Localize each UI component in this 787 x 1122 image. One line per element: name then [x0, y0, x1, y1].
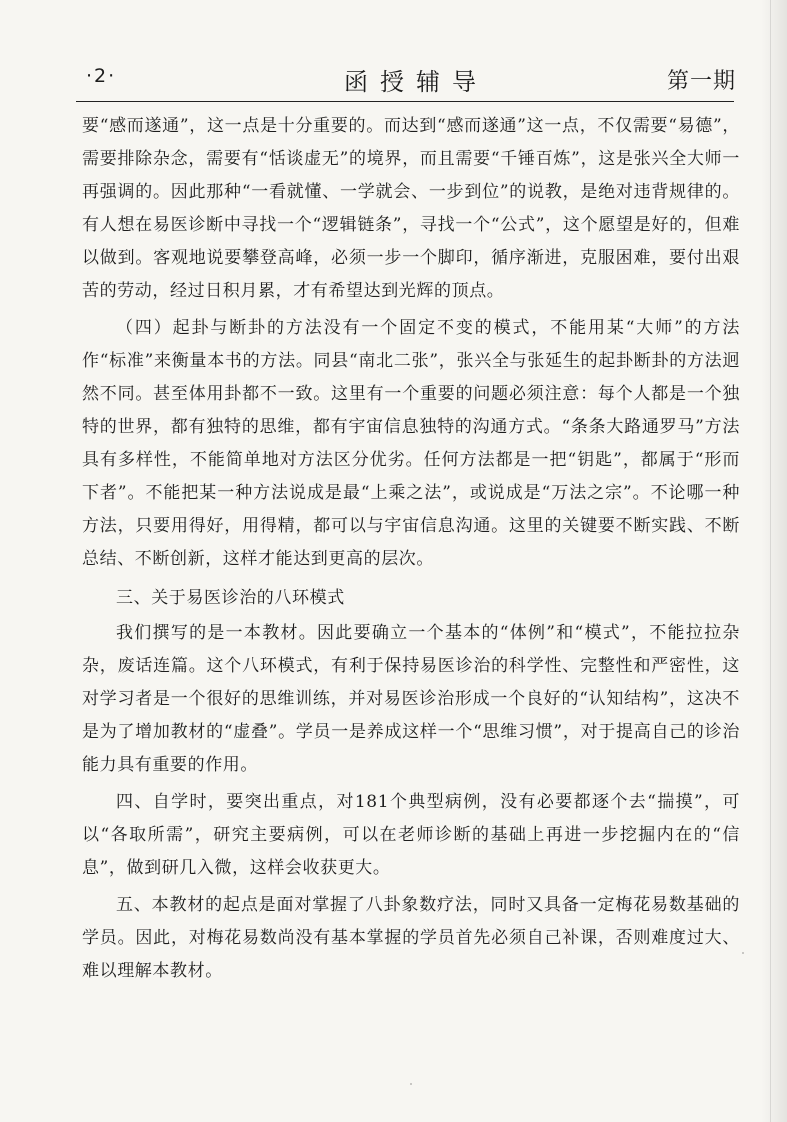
page-header	[72, 62, 736, 96]
issue-label: 第一期	[666, 69, 736, 94]
section-heading-eight-ring-model: 三、关于易医诊治的八环模式	[116, 588, 345, 608]
header-rule	[76, 101, 734, 102]
paragraph-starting-point: 五、本教材的起点是面对掌握了八卦象数疗法，同时又具备一定梅花易数基础的学员。因此，对梅花易数尚没有基本掌握的学员首先必须自己补课，否则难度过大、难以理解本教材。	[82, 895, 740, 981]
page-edge-line	[770, 0, 771, 1122]
paragraph-self-study: 四、自学时，要突出重点，对181个典型病例，没有必要都逐个去“揣摸”，可以“各取所需”，研究主要病例，可以在老师诊断的基础上再进一步挖掘内在的“信息”，做到研几入微，这样会收获更大。	[82, 792, 740, 878]
document-body	[82, 110, 740, 988]
paragraph-method-section: （四）起卦与断卦的方法没有一个固定不变的模式，不能用某“大师”的方法作“标准”来衡量本书的方法。同县“南北二张”，张兴全与张延生的起卦断卦的方法迥然不同。甚至体用卦都不一致。这里有一个重要的问题必须注意：每个人都是一个独特的世界，都有独特的思维，都有宇宙信息独特的沟通方式。“条条大路通罗马”方法具有多样性，不能简单地对方法区分优劣。任何方法都是一把“钥匙”，都属于“形而下者”。不能把某一种方法说成是最“上乘之法”，或说成是“万法之宗”。不论哪一种方法，只要用得好，用得精，都可以与宇宙信息沟通。这里的关键要不断实践、不断总结、不断创新，这样才能达到更高的层次。	[82, 318, 740, 569]
journal-title: 函授辅导	[344, 68, 488, 96]
paragraph-textbook-model: 我们撰写的是一本教材。因此要确立一个基本的“体例”和“模式”，不能拉拉杂杂，废话连篇。这个八环模式，有利于保持易医诊治的科学性、完整性和严密性，这对学习者是一个很好的思维训练，并对易医诊治形成一个良好的“认知结构”，这决不是为了增加教材的“虚叠”。学员一是养成这样一个“思维习惯”，对于提高自己的诊治能力具有重要的作用。	[82, 623, 740, 775]
scan-speck	[742, 952, 744, 954]
page-number: ·2·	[86, 65, 117, 87]
paragraph-continued: 要“感而遂通”，这一点是十分重要的。而达到“感而遂通”这一点，不仅需要“易德”，需要排除杂念，需要有“恬谈虚无”的境界，而且需要“千锤百炼”，这是张兴全大师一再强调的。因此那种“一看就懂、一学就会、一步到位”的说教，是绝对违背规律的。有人想在易医诊断中寻找一个“逻辑链条”，寻找一个“公式”，这个愿望是好的，但难以做到。客观地说要攀登高峰，必须一步一个脚印，循序渐进，克服困难，要付出艰苦的劳动，经过日积月累，才有希望达到光辉的顶点。	[82, 116, 740, 301]
scan-speck	[410, 1083, 412, 1085]
page-edge-shadow	[761, 0, 787, 1122]
